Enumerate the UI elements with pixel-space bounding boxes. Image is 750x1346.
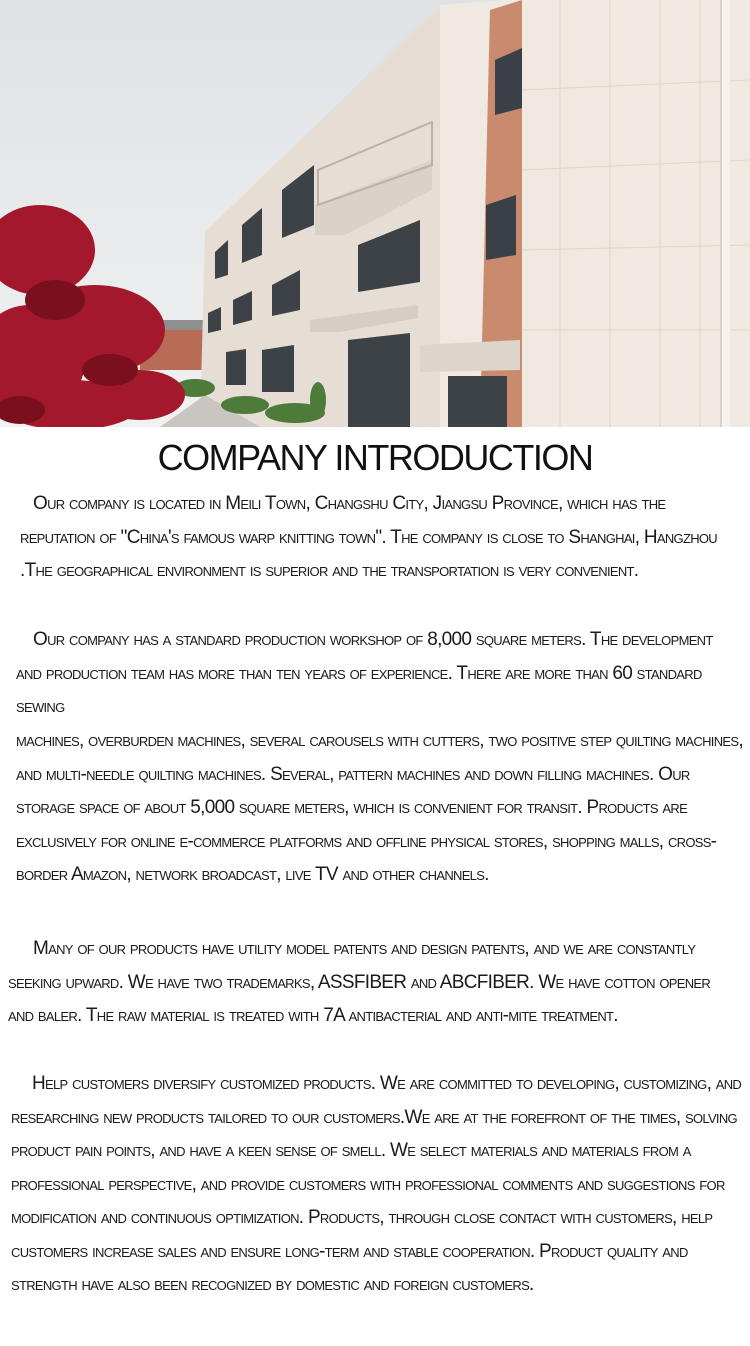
intro-paragraph-workshop: Our company has a standard production workshop of 8,000 square meters. The development and production team has more than ten years of experience. There are more than 60 standard sewing	[16, 629, 713, 717]
intro-paragraph-location: Our company is located in Meili Town, Changshu City, Jiangsu Province, which has the reputation of "China's famous warp knitting town". The company is close to Shanghai, Hangzhou .The geographical environment is superior and the transportation is very convenient.	[20, 493, 717, 581]
factory-building-illustration	[0, 0, 750, 427]
section-title: COMPANY INTRODUCTION	[157, 437, 593, 478]
intro-paragraph-patents: Many of our products have utility model patents and design patents, and we are constantly seeking upward. We have two trademarks, ASSFIBER and ABCFIBER. We have cotton opener and baler. The raw material is treated with 7A antibacterial and anti-mite treatment.	[8, 938, 711, 1026]
intro-paragraph-machines: machines, overburden machines, several carousels with cutters, two positive step quilting machines, and multi-needle quilting machines. Several, pattern machines and down filling machines. Our storage space of about 5,000 square meters, which is convenient for transit. Products are exclusively for online e-commerce platforms and offline physical stores, shopping malls, cross-border Amazon, network broadcast, live TV and other channels.	[16, 730, 743, 885]
company-introduction-section	[0, 427, 750, 1346]
factory-building-photo	[0, 0, 750, 427]
intro-paragraph-customers: Help customers diversify customized products. We are committed to developing, customizing, and researching new products tailored to our customers.We are at the forefront of the times, solving product pain points, and have a keen sense of smell. We select materials and materials from a professional perspective, and provide customers with professional comments and suggestions for modification and continuous optimization. Products, through close contact with customers, help customers increase sales and ensure long-term and stable cooperation. Product quality and strength have also been recognized by domestic and foreign customers.	[11, 1073, 742, 1295]
